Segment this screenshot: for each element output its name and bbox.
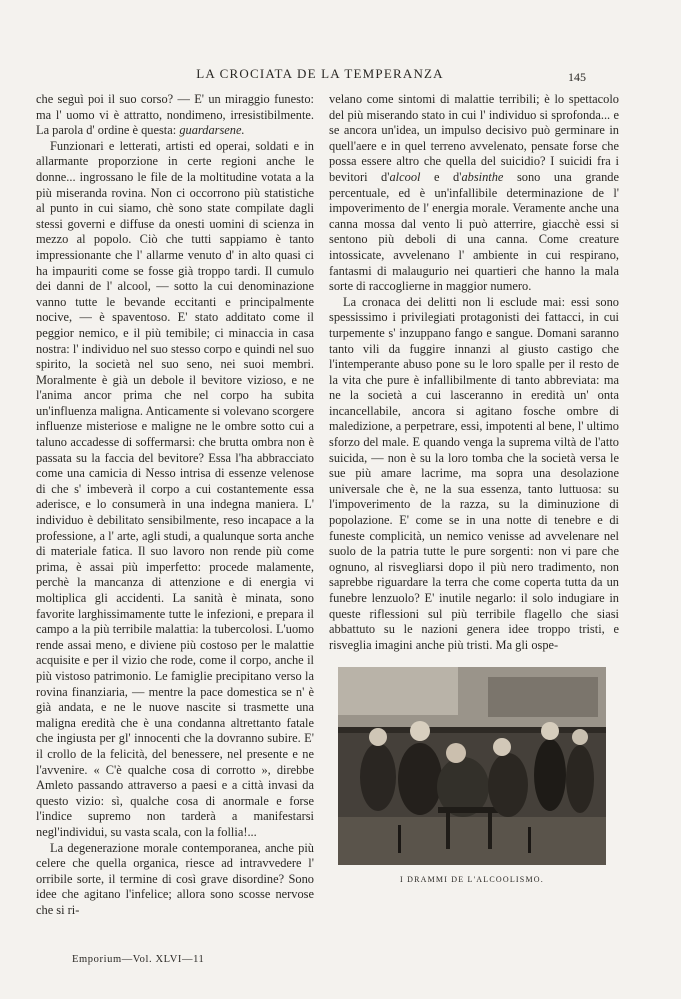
paragraph-text: che seguì poi il suo corso? — E' un miraggio funesto: ma l' uomo vi è attratto, nondimeno, irresistibilmente. La parola d' ordine è questa:: [36, 92, 314, 138]
paragraph: [36, 92, 314, 139]
paragraph-text: sono una grande percentuale, ed è un'infallibile determinazione de l' impoverimento de l' energia morale. Veramente anche una canna mossa dal vento li può atterrire, giacchè essi si sentono più deboli di una canna. Come creature intossicate, avvelenano l' ambiente in cui respirano, fantasmi di malaugurio nei quartieri che hanno la mala sorte di raccoglierne in maggior numero.: [329, 169, 619, 294]
footer-signature: Emporium—Vol. XLVI—11: [72, 954, 205, 965]
right-column: [329, 92, 619, 653]
left-column: [36, 92, 314, 918]
italic-word: alcool: [389, 169, 421, 184]
italic-phrase: guardarsene.: [179, 123, 245, 138]
paragraph: [329, 92, 619, 295]
running-title: LA CROCIATA DE LA TEMPERANZA: [196, 66, 444, 81]
figure-caption: I DRAMMI DE L'ALCOOLISMO.: [400, 875, 544, 884]
paragraph: La cronaca dei delitti non li esclude mai: essi sono spessissimo i privilegiati protagonisti dei fattacci, in cui turpemente s' inzuppano fango e sangue. Domani saranno tanto vili da fuggire innanzi al giusto castigo che l'intemperante abuso pone su le loro spalle per il resto de la vita che pure è infallibilmente di tanto abbreviata: ma ne la società a cui lasceranno in eredità un' onta incancellabile, ancora si agitano fosche ombre di maledizione, a perpetrare, essi, impotenti al bene, l' ultimo sforzo del male. E quando venga la suprema viltà de l'atto suicida, — non è su la loro tomba che la società versa le sue più amare lacrime, ma sopra una desolazione universale che è, ne la sua essenza, tanto luttuosa: su l'impoverimento de la razza, su la diminuzione di popolazione. E' come se in una notte di tenebre e di funeste complicità, un nemico venisse ad avvelenare nel suolo de la patria tutte le pure sorgenti: non vi pare che ognuno, al risvegliarsi dopo il più nero tradimento, non saprebbe riguardare la terra che come coperta tutta da un funebre lenzuolo? E' inutile negarlo: il solo indugiare in queste riflessioni sul più terribile flagello che siasi abbattuto su le nazioni genera idee troppo tristi, e risveglia imagini anche più tristi. Ma gli ospe-: [329, 294, 619, 652]
paragraph: La degenerazione morale contemporanea, anche più celere che quella organica, riesce ad intravvedere l' orribile sorte, il termine di così grave disordine? Sono idee che agitano l'infelice; allora sono scosse nervose che si ri-: [36, 840, 314, 917]
page-number: 145: [568, 70, 586, 84]
engraving-illustration: [338, 667, 606, 865]
italic-word: absinthe: [461, 169, 504, 184]
paragraph-text: e d': [420, 169, 462, 184]
paragraph: Funzionari e letterati, artisti ed operai, soldati e in allarmante proporzione in certe regioni anche le donne... ingrossano le file de la moltitudine votata a la più miseranda rovina. Non ci occorrono più statistiche al punto in cui siamo, chè sono state compilate dagli stessi governi e diffuse da onesti uomini di scienza in mezzo al popolo. Ciò che tutti sappiamo è tanto impressionante che l' allarme venuto d' in alto quasi ci ha impauriti come se fosse già troppo tardi. Il cumulo dei danni de l' alcool, — sotto la cui denominazione vanno tutte le bevande eccitanti e principalmente nocive, — è spaventoso. E' stato additato come il peggior nemico, e il più temibile; ci minaccia in casa nostra: l' individuo nel suo stesso corpo e quindi nel suo spirito, la società nel suo seno, nei suoi membri. Moralmente è già un debole il bevitore vizioso, e ne l'anima ancor prima che nel corpo ha subita un'influenza maligna. Anticamente si volevano scorgere influenze misteriose e maligne ne le ombre sotto cui a taluno accadesse di soffermarsi: che brutta ombra non è passata su la faccia del bevitore? Essa l'ha abbracciato come una camicia di Nesso intrisa di essenze velenose di che s' imbeverà il corpo a cui costantemente essa aderisce, e lo consumerà in una indegna maniera. L' individuo è debilitato sensibilmente, reso incapace a la professione, a l' arte, agli studi, a qualunque sorta anche di materiale fatica. Il suo lavoro non rende più come prima, è assai più imperfetto: procede malamente, perchè la mancanza di attenzione e di energia vi moltiplica gli accidenti. La sanità è minata, sono favorite larghissimamente tutte le infezioni, e prepara il campo a la più terribile malattia: la tubercolosi. L'uomo rende assai meno, e diviene più costoso per le malattie acquisite e per il vizio che rode, come il corpo, anche il più vistoso patrimonio. Le famiglie precipitano verso la rovina finanziaria, — mentre la pace domestica se n' è già andata, e ne le nuove nascite si trasmette una maligna eredità che è una condanna altrettanto fatale che ingiusta per gl' innocenti che la dovranno subire. E' il crollo de la felicità, del benessere, nel presente e ne l'avvenire. « C'è qualche cosa di corrotto », direbbe Amleto passando attraverso a paesi e a città invasi da questo vizio: sì, qualche cosa di anormale e forse l'indice supremo non tarderà a manifestarsi negl'individui, su vasta scala, con la follia!...: [36, 138, 314, 839]
paragraph-text: velano come sintomi di malattie terribili; è lo spettacolo del più miserando stato in cui l' individuo si sprofonda... e se ancora un'idea, un impulso decisivo può germinare in quell'aere e in quel terreno avvelenato, pensate forse che possa essere altro che quella del suicidio? I suicidi fra i bevitori d': [329, 92, 619, 184]
tavern-scene-image: [338, 667, 606, 865]
